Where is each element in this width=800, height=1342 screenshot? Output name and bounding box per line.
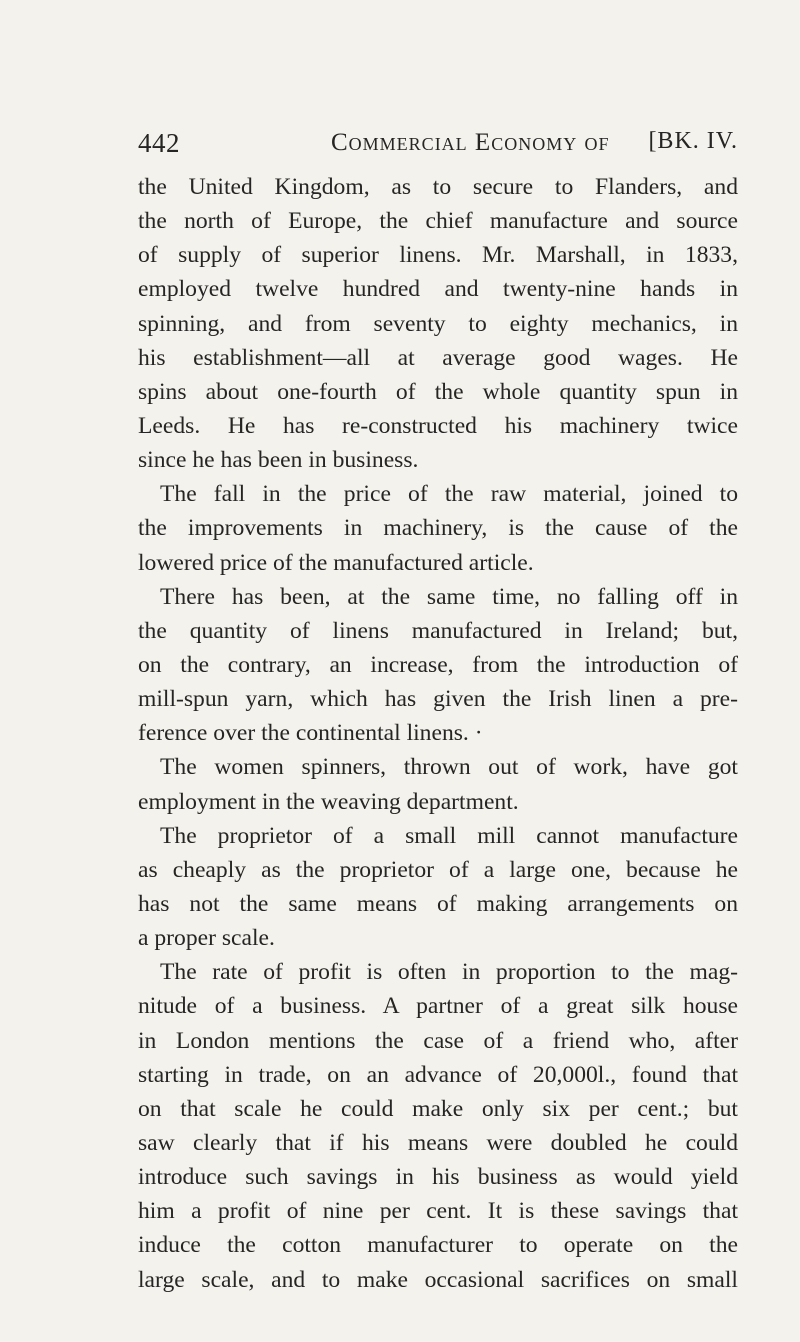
text-line: him a profit of nine per cent. It is these savings that <box>138 1198 738 1225</box>
text-line: induce the cotton manufacturer to operate on the <box>138 1232 738 1259</box>
running-title: Commercial Economy of <box>331 129 610 156</box>
text-line: lowered price of the manufactured article. <box>138 549 534 576</box>
text-line: of supply of superior linens. Mr. Marshall, in 1833, <box>138 242 738 269</box>
text-line: spins about one-fourth of the whole quantity spun in <box>138 378 738 405</box>
text-line: Leeds. He has re-constructed his machinery twice <box>138 412 738 439</box>
text-line: his establishment—all at average good wages. He <box>138 344 738 371</box>
text-line: saw clearly that if his means were doubled he could <box>138 1129 738 1156</box>
text-line: There has been, at the same time, no falling off in <box>160 583 738 610</box>
text-line: in London mentions the case of a friend who, after <box>138 1027 738 1054</box>
text-line: since he has been in business. <box>138 447 419 474</box>
text-line: the quantity of linens manufactured in Ireland; but, <box>138 617 738 644</box>
text-line: on the contrary, an increase, from the introduction of <box>138 651 738 678</box>
text-line: the north of Europe, the chief manufacture and source <box>138 208 738 235</box>
text-line: as cheaply as the proprietor of a large one, because he <box>138 856 738 883</box>
text-line: nitude of a business. A partner of a great silk house <box>138 993 738 1020</box>
running-head <box>138 128 738 164</box>
text-line: on that scale he could make only six per cent.; but <box>138 1095 738 1122</box>
text-line: ference over the continental linens. · <box>138 720 483 747</box>
text-line: has not the same means of making arrangements on <box>138 890 738 917</box>
text-line: The proprietor of a small mill cannot manufacture <box>160 822 738 849</box>
text-line: The rate of profit is often in proportion to the mag- <box>160 959 738 986</box>
page-number: 442 <box>138 128 180 158</box>
text-line: mill-spun yarn, which has given the Irish linen a pre- <box>138 686 738 713</box>
text-line: employed twelve hundred and twenty-nine hands in <box>138 276 738 303</box>
body-text <box>138 170 738 1297</box>
text-line: starting in trade, on an advance of 20,000l., found that <box>138 1061 738 1088</box>
book-reference: [BK. IV. <box>648 128 738 154</box>
text-line: The women spinners, thrown out of work, have got <box>160 754 738 781</box>
text-line: the improvements in machinery, is the cause of the <box>138 515 738 542</box>
text-line: spinning, and from seventy to eighty mechanics, in <box>138 310 738 337</box>
text-line: introduce such savings in his business as would yield <box>138 1164 738 1191</box>
text-line: The fall in the price of the raw material, joined to <box>160 481 738 508</box>
text-line: a proper scale. <box>138 925 275 952</box>
text-line: large scale, and to make occasional sacrifices on small <box>138 1266 738 1293</box>
text-line: the United Kingdom, as to secure to Flanders, and <box>138 174 738 200</box>
text-line: employment in the weaving department. <box>138 788 519 815</box>
